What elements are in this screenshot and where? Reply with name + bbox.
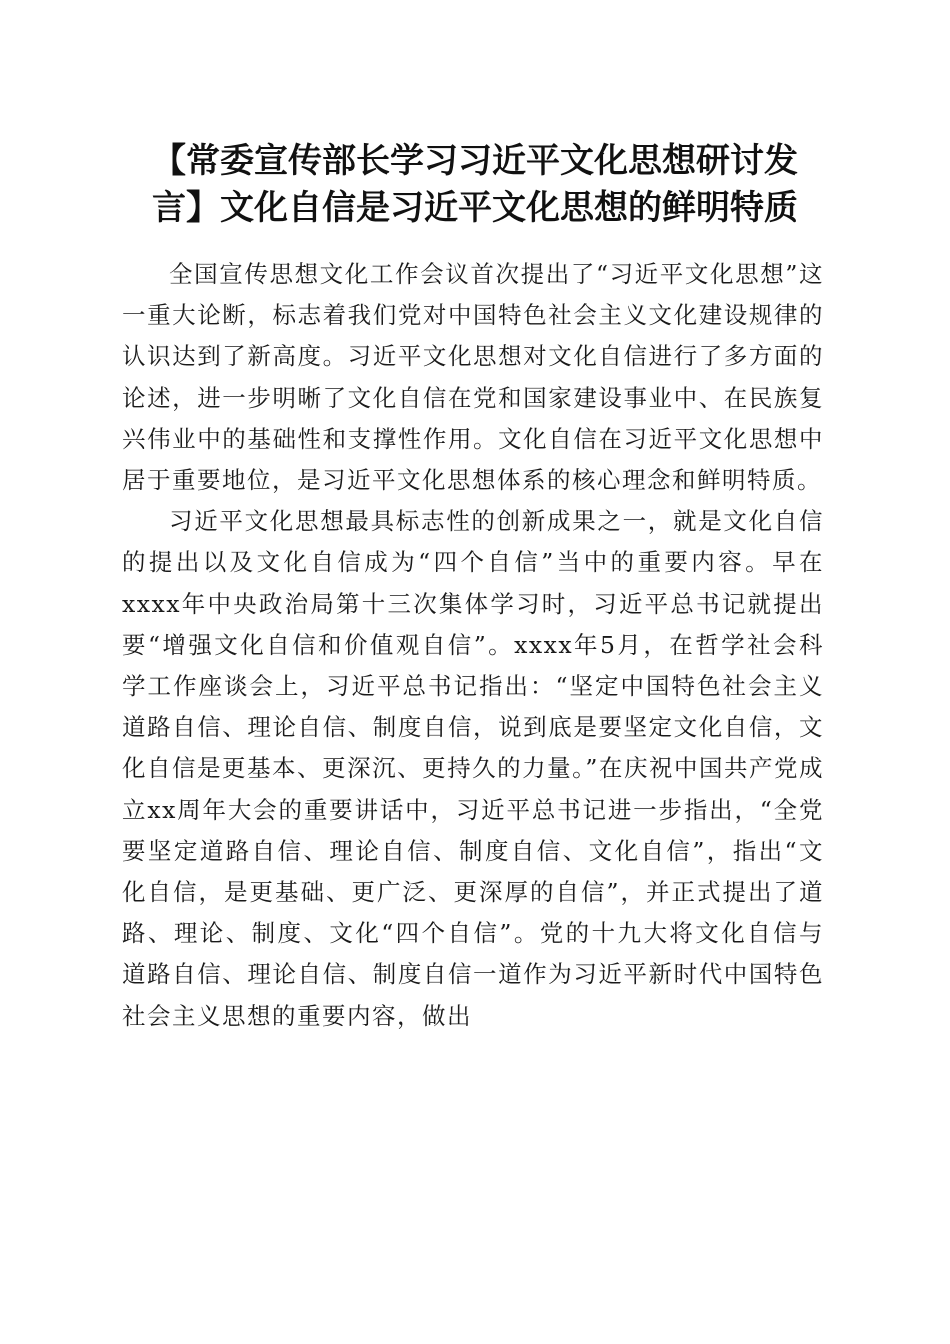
title-line-1: 【常委宣传部长学习习近平文化思想研讨发 [152, 141, 798, 181]
paragraph-2: 习近平文化思想最具标志性的创新成果之一，就是文化自信的提出以及文化自信成为“四个自信”当中的重要内容。早在xxxx年中央政治局第十三次集体学习时，习近平总书记就提出要“增强文化自信和价值观自信”。xxxx年5月，在哲学社会科学工作座谈会上，习近平总书记指出：“坚定中国特色社会主义道路自信、理论自信、制度自信，说到底是要坚定文化自信，文化自信是更基本、更深沉、更持久的力量。”在庆祝中国共产党成立xx周年大会的重要讲话中，习近平总书记进一步指出，“全党要坚定道路自信、理论自信、制度自信、文化自信”，指出“文化自信，是更基础、更广泛、更深厚的自信”，并正式提出了道路、理论、制度、文化“四个自信”。党的十九大将文化自信与道路自信、理论自信、制度自信一道作为习近平新时代中国特色社会主义思想的重要内容，做出 [122, 507, 824, 1030]
title-line-2: 言】文化自信是习近平文化思想的鲜明特质 [152, 188, 798, 228]
paragraph-1: 全国宣传思想文化工作会议首次提出了“习近平文化思想”这一重大论断，标志着我们党对中国特色社会主义文化建设规律的认识达到了新高度。习近平文化思想对文化自信进行了多方面的论述，进一步明晰了文化自信在党和国家建设事业中、在民族复兴伟业中的基础性和支撑性作用。文化自信在习近平文化思想中居于重要地位，是习近平文化思想体系的核心理念和鲜明特质。 [122, 260, 824, 495]
document-body [122, 254, 824, 1037]
document-title [110, 138, 840, 232]
